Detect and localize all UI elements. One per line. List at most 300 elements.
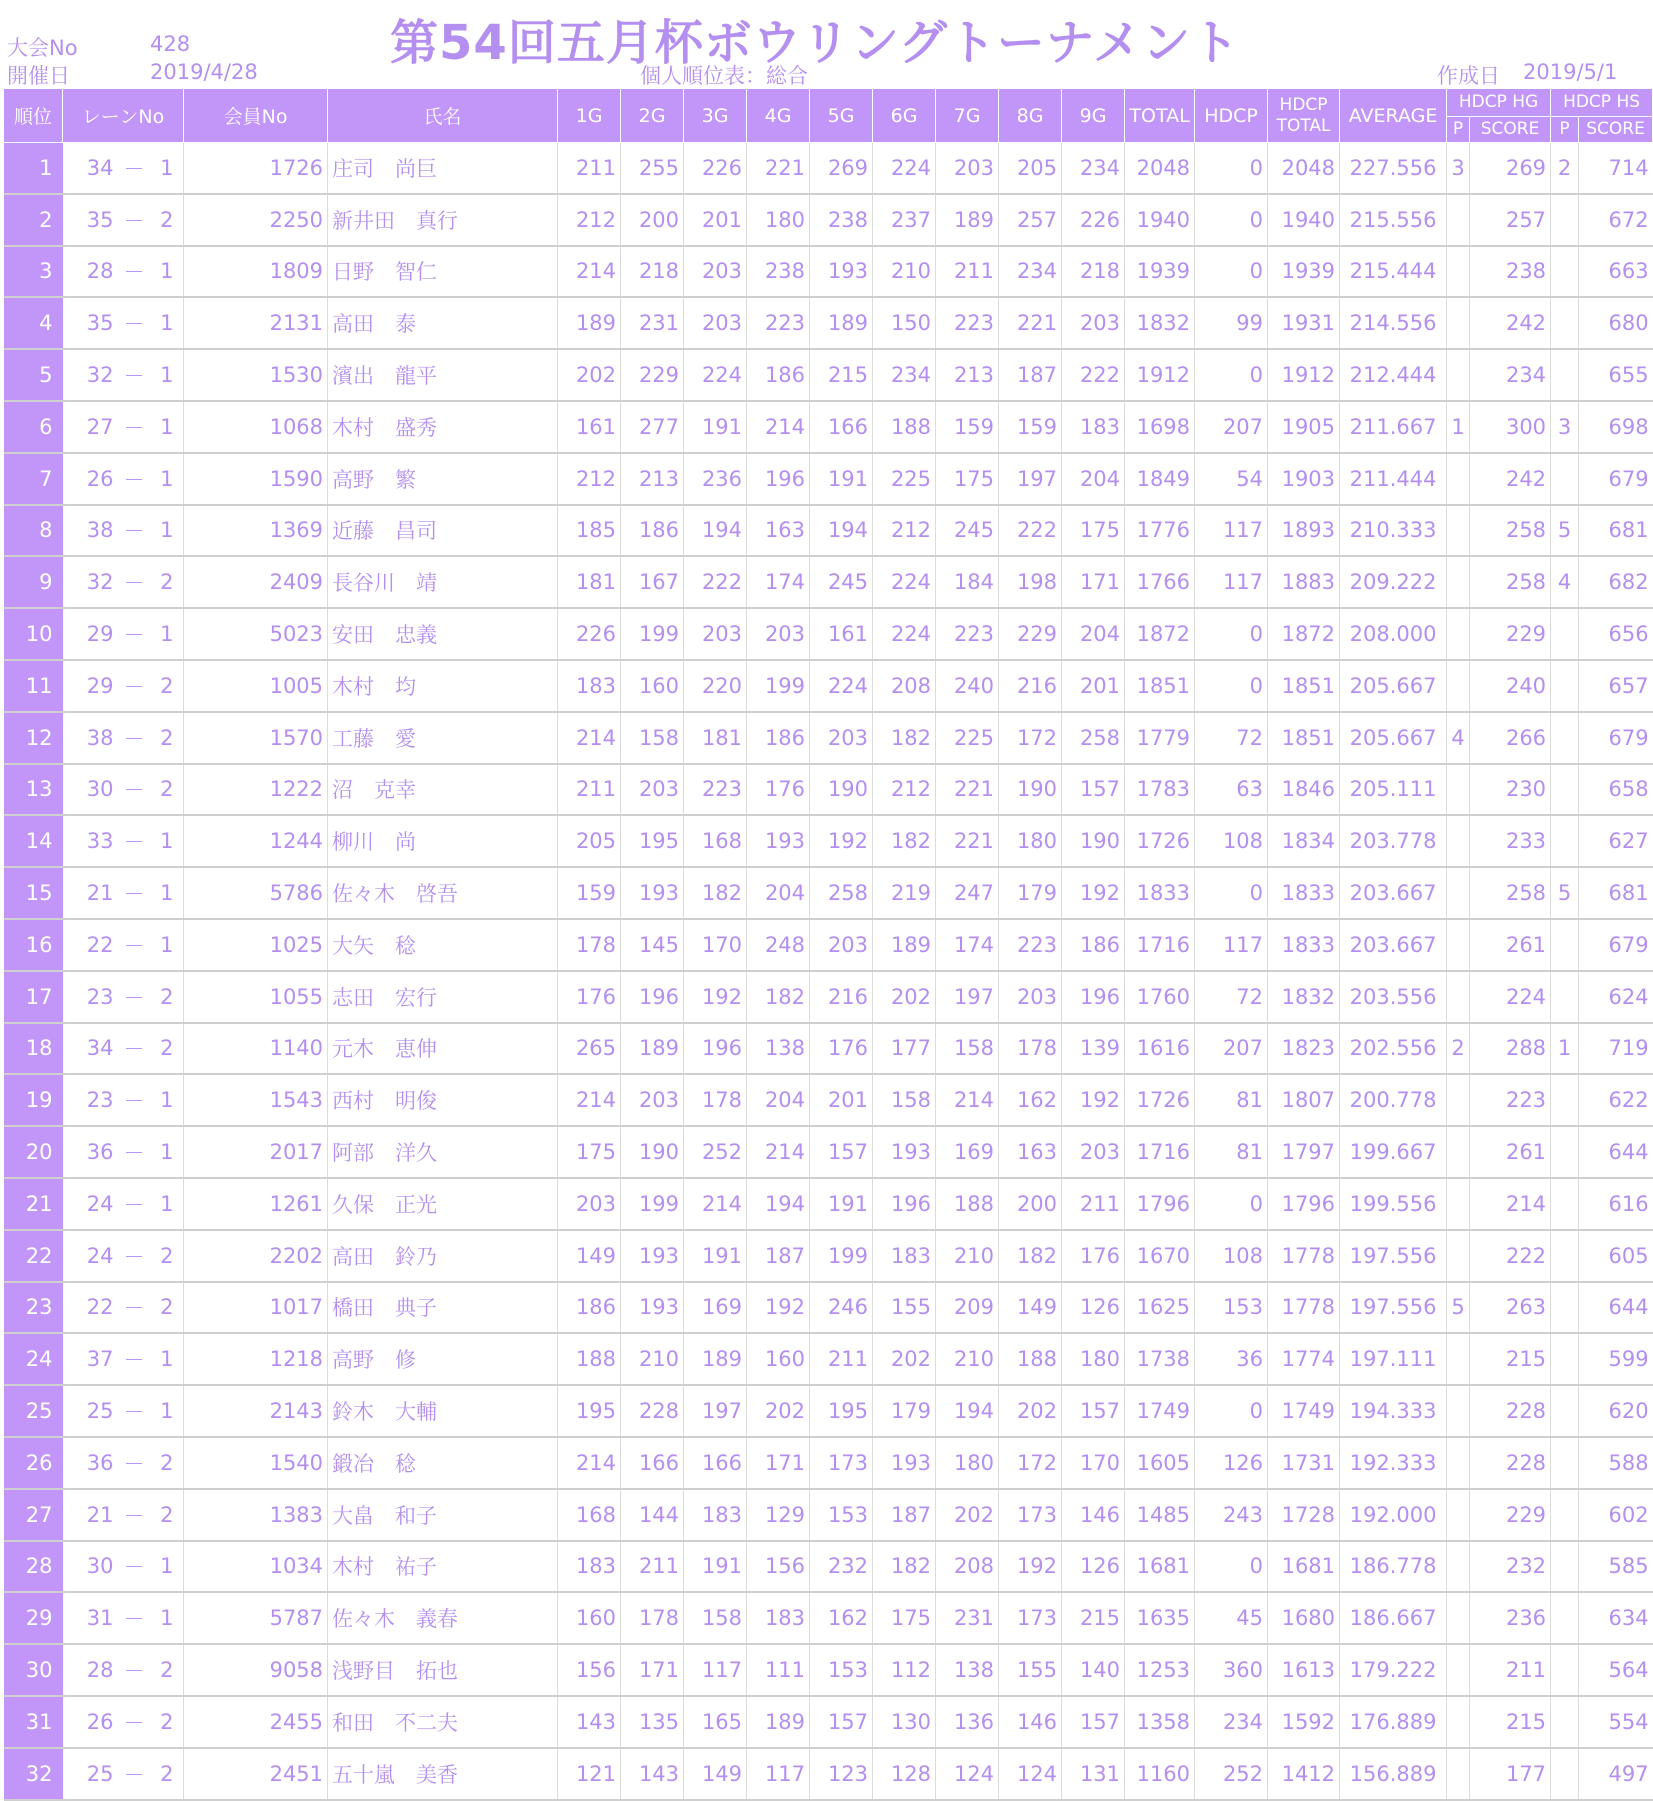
game-8-cell: 221 bbox=[999, 297, 1062, 349]
table-row bbox=[4, 1748, 1653, 1800]
game-5-cell: 123 bbox=[810, 1748, 873, 1800]
member-no-cell: 1244 bbox=[184, 815, 328, 867]
average-cell: 205.111 bbox=[1340, 764, 1447, 816]
hdcp-total-cell: 1872 bbox=[1268, 608, 1340, 660]
lane-separator: － bbox=[118, 1074, 151, 1126]
game-9-cell: 201 bbox=[1062, 660, 1125, 712]
total-cell: 1783 bbox=[1125, 764, 1195, 816]
average-cell: 215.444 bbox=[1340, 246, 1447, 298]
lane-sub-cell: 1 bbox=[151, 1178, 184, 1230]
game-7-cell: 136 bbox=[936, 1696, 999, 1748]
hdcp-cell: 72 bbox=[1195, 971, 1268, 1023]
game-5-cell: 157 bbox=[810, 1126, 873, 1178]
hg-place-cell bbox=[1447, 919, 1470, 971]
lane-separator: － bbox=[118, 1282, 151, 1334]
hs-score-cell: 656 bbox=[1579, 608, 1653, 660]
game-9-cell: 157 bbox=[1062, 764, 1125, 816]
game-9-cell: 190 bbox=[1062, 815, 1125, 867]
total-cell: 1912 bbox=[1125, 349, 1195, 401]
game-3-cell: 214 bbox=[684, 1178, 747, 1230]
game-5-cell: 162 bbox=[810, 1592, 873, 1644]
hg-place-cell bbox=[1447, 349, 1470, 401]
hg-score-cell: 230 bbox=[1470, 764, 1551, 816]
game-9-cell: 139 bbox=[1062, 1023, 1125, 1075]
game-4-cell: 187 bbox=[747, 1230, 810, 1282]
header-game-9: 9G bbox=[1062, 89, 1125, 143]
lane-sub-cell: 1 bbox=[151, 608, 184, 660]
hdcp-cell: 0 bbox=[1195, 608, 1268, 660]
hs-place-cell bbox=[1551, 1748, 1579, 1800]
game-1-cell: 214 bbox=[558, 246, 621, 298]
game-8-cell: 198 bbox=[999, 556, 1062, 608]
member-no-cell: 1809 bbox=[184, 246, 328, 298]
hg-score-cell: 222 bbox=[1470, 1230, 1551, 1282]
game-5-cell: 245 bbox=[810, 556, 873, 608]
hs-place-cell bbox=[1551, 1385, 1579, 1437]
total-cell: 1605 bbox=[1125, 1437, 1195, 1489]
name-cell: 長谷川 靖 bbox=[328, 556, 558, 608]
game-7-cell: 247 bbox=[936, 867, 999, 919]
lane-separator: － bbox=[118, 246, 151, 298]
game-8-cell: 203 bbox=[999, 971, 1062, 1023]
game-5-cell: 157 bbox=[810, 1696, 873, 1748]
name-cell: 木村 盛秀 bbox=[328, 401, 558, 453]
hg-score-cell: 261 bbox=[1470, 919, 1551, 971]
rank-cell: 26 bbox=[4, 1437, 63, 1489]
hdcp-total-cell: 1912 bbox=[1268, 349, 1340, 401]
game-4-cell: 171 bbox=[747, 1437, 810, 1489]
lane-cell: 24 bbox=[63, 1178, 118, 1230]
total-cell: 1776 bbox=[1125, 505, 1195, 557]
table-row bbox=[4, 1126, 1653, 1178]
game-1-cell: 149 bbox=[558, 1230, 621, 1282]
hg-place-cell bbox=[1447, 1592, 1470, 1644]
average-cell: 205.667 bbox=[1340, 712, 1447, 764]
hs-score-cell: 627 bbox=[1579, 815, 1653, 867]
lane-sub-cell: 1 bbox=[151, 401, 184, 453]
lane-cell: 36 bbox=[63, 1437, 118, 1489]
lane-sub-cell: 2 bbox=[151, 764, 184, 816]
game-7-cell: 210 bbox=[936, 1230, 999, 1282]
lane-cell: 32 bbox=[63, 556, 118, 608]
hdcp-cell: 0 bbox=[1195, 246, 1268, 298]
game-7-cell: 169 bbox=[936, 1126, 999, 1178]
lane-separator: － bbox=[118, 867, 151, 919]
game-9-cell: 180 bbox=[1062, 1333, 1125, 1385]
hs-place-cell bbox=[1551, 712, 1579, 764]
total-cell: 1716 bbox=[1125, 919, 1195, 971]
name-cell: 阿部 洋久 bbox=[328, 1126, 558, 1178]
hg-place-cell bbox=[1447, 1489, 1470, 1541]
hs-score-cell: 714 bbox=[1579, 143, 1653, 194]
lane-separator: － bbox=[118, 1023, 151, 1075]
total-cell: 1616 bbox=[1125, 1023, 1195, 1075]
hdcp-cell: 108 bbox=[1195, 1230, 1268, 1282]
game-2-cell: 167 bbox=[621, 556, 684, 608]
game-9-cell: 170 bbox=[1062, 1437, 1125, 1489]
game-9-cell: 146 bbox=[1062, 1489, 1125, 1541]
game-5-cell: 238 bbox=[810, 194, 873, 246]
hdcp-total-cell: 1797 bbox=[1268, 1126, 1340, 1178]
game-6-cell: 210 bbox=[873, 246, 936, 298]
hs-place-cell bbox=[1551, 297, 1579, 349]
header-game-4: 4G bbox=[747, 89, 810, 143]
table-row bbox=[4, 1023, 1653, 1075]
game-6-cell: 182 bbox=[873, 1541, 936, 1593]
name-cell: 沼 克幸 bbox=[328, 764, 558, 816]
hg-place-cell: 2 bbox=[1447, 1023, 1470, 1075]
hs-place-cell bbox=[1551, 1178, 1579, 1230]
hg-place-cell bbox=[1447, 1748, 1470, 1800]
header-hdcp-total bbox=[1268, 89, 1340, 143]
lane-sub-cell: 1 bbox=[151, 919, 184, 971]
total-cell: 1833 bbox=[1125, 867, 1195, 919]
game-7-cell: 221 bbox=[936, 815, 999, 867]
game-3-cell: 189 bbox=[684, 1333, 747, 1385]
name-cell: 佐々木 啓吾 bbox=[328, 867, 558, 919]
table-row bbox=[4, 1541, 1653, 1593]
hs-score-cell: 680 bbox=[1579, 297, 1653, 349]
table-row bbox=[4, 1385, 1653, 1437]
game-2-cell: 229 bbox=[621, 349, 684, 401]
member-no-cell: 2017 bbox=[184, 1126, 328, 1178]
game-4-cell: 117 bbox=[747, 1748, 810, 1800]
hdcp-cell: 0 bbox=[1195, 1385, 1268, 1437]
game-3-cell: 191 bbox=[684, 1230, 747, 1282]
game-9-cell: 204 bbox=[1062, 453, 1125, 505]
game-5-cell: 176 bbox=[810, 1023, 873, 1075]
game-3-cell: 169 bbox=[684, 1282, 747, 1334]
rank-cell: 8 bbox=[4, 505, 63, 557]
lane-sub-cell: 2 bbox=[151, 1696, 184, 1748]
hg-place-cell bbox=[1447, 505, 1470, 557]
hdcp-cell: 126 bbox=[1195, 1437, 1268, 1489]
game-3-cell: 117 bbox=[684, 1644, 747, 1696]
hdcp-total-cell: 1592 bbox=[1268, 1696, 1340, 1748]
hdcp-total-cell: 2048 bbox=[1268, 143, 1340, 194]
member-no-cell: 1034 bbox=[184, 1541, 328, 1593]
game-7-cell: 203 bbox=[936, 143, 999, 194]
hg-score-cell: 228 bbox=[1470, 1437, 1551, 1489]
game-2-cell: 193 bbox=[621, 1230, 684, 1282]
hs-place-cell: 3 bbox=[1551, 401, 1579, 453]
lane-cell: 22 bbox=[63, 1282, 118, 1334]
header-game-5: 5G bbox=[810, 89, 873, 143]
header-rank: 順位 bbox=[4, 89, 63, 143]
hs-score-cell: 602 bbox=[1579, 1489, 1653, 1541]
game-4-cell: 204 bbox=[747, 867, 810, 919]
game-4-cell: 163 bbox=[747, 505, 810, 557]
member-no-cell: 2250 bbox=[184, 194, 328, 246]
member-no-cell: 1025 bbox=[184, 919, 328, 971]
rank-cell: 6 bbox=[4, 401, 63, 453]
hs-score-cell: 682 bbox=[1579, 556, 1653, 608]
rank-cell: 11 bbox=[4, 660, 63, 712]
hg-place-cell: 3 bbox=[1447, 143, 1470, 194]
hg-place-cell bbox=[1447, 608, 1470, 660]
game-8-cell: 159 bbox=[999, 401, 1062, 453]
game-6-cell: 193 bbox=[873, 1126, 936, 1178]
game-3-cell: 223 bbox=[684, 764, 747, 816]
game-2-cell: 143 bbox=[621, 1748, 684, 1800]
game-4-cell: 202 bbox=[747, 1385, 810, 1437]
member-no-cell: 1222 bbox=[184, 764, 328, 816]
table-row bbox=[4, 1178, 1653, 1230]
name-cell: 佐々木 義春 bbox=[328, 1592, 558, 1644]
game-2-cell: 160 bbox=[621, 660, 684, 712]
game-5-cell: 192 bbox=[810, 815, 873, 867]
game-1-cell: 195 bbox=[558, 1385, 621, 1437]
table-row bbox=[4, 660, 1653, 712]
rank-cell: 14 bbox=[4, 815, 63, 867]
game-5-cell: 191 bbox=[810, 453, 873, 505]
hs-score-cell: 672 bbox=[1579, 194, 1653, 246]
lane-sub-cell: 2 bbox=[151, 971, 184, 1023]
member-no-cell: 5786 bbox=[184, 867, 328, 919]
game-2-cell: 178 bbox=[621, 1592, 684, 1644]
rank-cell: 30 bbox=[4, 1644, 63, 1696]
hs-score-cell: 564 bbox=[1579, 1644, 1653, 1696]
game-7-cell: 225 bbox=[936, 712, 999, 764]
average-cell: 227.556 bbox=[1340, 143, 1447, 194]
game-1-cell: 202 bbox=[558, 349, 621, 401]
total-cell: 1670 bbox=[1125, 1230, 1195, 1282]
lane-cell: 35 bbox=[63, 194, 118, 246]
hdcp-cell: 108 bbox=[1195, 815, 1268, 867]
report-title: 個人順位表：総合 bbox=[640, 64, 808, 88]
game-7-cell: 184 bbox=[936, 556, 999, 608]
game-8-cell: 190 bbox=[999, 764, 1062, 816]
lane-separator: － bbox=[118, 297, 151, 349]
hs-place-cell: 5 bbox=[1551, 867, 1579, 919]
name-cell: 橋田 典子 bbox=[328, 1282, 558, 1334]
hg-score-cell: 238 bbox=[1470, 246, 1551, 298]
game-9-cell: 204 bbox=[1062, 608, 1125, 660]
game-8-cell: 229 bbox=[999, 608, 1062, 660]
total-cell: 1796 bbox=[1125, 1178, 1195, 1230]
hg-place-cell bbox=[1447, 1437, 1470, 1489]
lane-sub-cell: 1 bbox=[151, 1074, 184, 1126]
game-3-cell: 194 bbox=[684, 505, 747, 557]
game-1-cell: 226 bbox=[558, 608, 621, 660]
game-8-cell: 222 bbox=[999, 505, 1062, 557]
lane-separator: － bbox=[118, 712, 151, 764]
game-8-cell: 179 bbox=[999, 867, 1062, 919]
average-cell: 211.667 bbox=[1340, 401, 1447, 453]
hs-score-cell: 657 bbox=[1579, 660, 1653, 712]
game-2-cell: 145 bbox=[621, 919, 684, 971]
game-5-cell: 203 bbox=[810, 919, 873, 971]
game-6-cell: 196 bbox=[873, 1178, 936, 1230]
game-9-cell: 211 bbox=[1062, 1178, 1125, 1230]
game-3-cell: 182 bbox=[684, 867, 747, 919]
total-cell: 1160 bbox=[1125, 1748, 1195, 1800]
total-cell: 1851 bbox=[1125, 660, 1195, 712]
hg-place-cell bbox=[1447, 660, 1470, 712]
table-row bbox=[4, 1489, 1653, 1541]
rank-cell: 31 bbox=[4, 1696, 63, 1748]
game-6-cell: 212 bbox=[873, 505, 936, 557]
game-1-cell: 159 bbox=[558, 867, 621, 919]
hdcp-cell: 99 bbox=[1195, 297, 1268, 349]
table-row bbox=[4, 919, 1653, 971]
game-8-cell: 162 bbox=[999, 1074, 1062, 1126]
hs-score-cell: 599 bbox=[1579, 1333, 1653, 1385]
lane-cell: 26 bbox=[63, 1696, 118, 1748]
hdcp-cell: 117 bbox=[1195, 505, 1268, 557]
rank-cell: 7 bbox=[4, 453, 63, 505]
game-5-cell: 199 bbox=[810, 1230, 873, 1282]
game-2-cell: 277 bbox=[621, 401, 684, 453]
table-row bbox=[4, 1230, 1653, 1282]
game-7-cell: 221 bbox=[936, 764, 999, 816]
game-7-cell: 197 bbox=[936, 971, 999, 1023]
lane-separator: － bbox=[118, 919, 151, 971]
member-no-cell: 1570 bbox=[184, 712, 328, 764]
average-cell: 203.778 bbox=[1340, 815, 1447, 867]
game-3-cell: 226 bbox=[684, 143, 747, 194]
average-cell: 215.556 bbox=[1340, 194, 1447, 246]
hdcp-total-cell: 1807 bbox=[1268, 1074, 1340, 1126]
lane-sub-cell: 1 bbox=[151, 1333, 184, 1385]
header-name: 氏名 bbox=[328, 89, 558, 143]
lane-cell: 34 bbox=[63, 143, 118, 194]
game-3-cell: 166 bbox=[684, 1437, 747, 1489]
tournament-no-value: 428 bbox=[150, 32, 191, 56]
hg-score-cell: 215 bbox=[1470, 1333, 1551, 1385]
game-7-cell: 180 bbox=[936, 1437, 999, 1489]
game-9-cell: 126 bbox=[1062, 1282, 1125, 1334]
game-9-cell: 157 bbox=[1062, 1696, 1125, 1748]
game-3-cell: 165 bbox=[684, 1696, 747, 1748]
hdcp-total-cell: 1903 bbox=[1268, 453, 1340, 505]
game-3-cell: 191 bbox=[684, 401, 747, 453]
member-no-cell: 2202 bbox=[184, 1230, 328, 1282]
rank-cell: 3 bbox=[4, 246, 63, 298]
game-2-cell: 193 bbox=[621, 1282, 684, 1334]
table-row bbox=[4, 1282, 1653, 1334]
hs-place-cell bbox=[1551, 349, 1579, 401]
hs-score-cell: 663 bbox=[1579, 246, 1653, 298]
member-no-cell: 1140 bbox=[184, 1023, 328, 1075]
member-no-cell: 1530 bbox=[184, 349, 328, 401]
game-5-cell: 203 bbox=[810, 712, 873, 764]
game-5-cell: 161 bbox=[810, 608, 873, 660]
name-cell: 西村 明俊 bbox=[328, 1074, 558, 1126]
name-cell: 高田 鈴乃 bbox=[328, 1230, 558, 1282]
hg-place-cell bbox=[1447, 815, 1470, 867]
lane-sub-cell: 2 bbox=[151, 1644, 184, 1696]
hs-score-cell: 698 bbox=[1579, 401, 1653, 453]
game-4-cell: 199 bbox=[747, 660, 810, 712]
game-5-cell: 201 bbox=[810, 1074, 873, 1126]
hs-place-cell: 2 bbox=[1551, 143, 1579, 194]
average-cell: 209.222 bbox=[1340, 556, 1447, 608]
game-4-cell: 204 bbox=[747, 1074, 810, 1126]
lane-sub-cell: 1 bbox=[151, 1126, 184, 1178]
game-2-cell: 158 bbox=[621, 712, 684, 764]
hs-place-cell bbox=[1551, 971, 1579, 1023]
date-value: 2019/4/28 bbox=[150, 60, 258, 84]
hs-score-cell: 655 bbox=[1579, 349, 1653, 401]
lane-separator: － bbox=[118, 1644, 151, 1696]
hg-score-cell: 236 bbox=[1470, 1592, 1551, 1644]
tournament-no-label: 大会No bbox=[7, 36, 78, 60]
hg-score-cell: 258 bbox=[1470, 505, 1551, 557]
game-4-cell: 189 bbox=[747, 1696, 810, 1748]
hs-score-cell: 616 bbox=[1579, 1178, 1653, 1230]
game-1-cell: 168 bbox=[558, 1489, 621, 1541]
game-2-cell: 203 bbox=[621, 764, 684, 816]
rank-cell: 9 bbox=[4, 556, 63, 608]
rank-cell: 16 bbox=[4, 919, 63, 971]
rank-cell: 19 bbox=[4, 1074, 63, 1126]
game-7-cell: 214 bbox=[936, 1074, 999, 1126]
rank-cell: 28 bbox=[4, 1541, 63, 1593]
hdcp-cell: 72 bbox=[1195, 712, 1268, 764]
hs-score-cell: 679 bbox=[1579, 453, 1653, 505]
lane-separator: － bbox=[118, 194, 151, 246]
game-3-cell: 222 bbox=[684, 556, 747, 608]
member-no-cell: 1540 bbox=[184, 1437, 328, 1489]
game-9-cell: 203 bbox=[1062, 1126, 1125, 1178]
game-9-cell: 131 bbox=[1062, 1748, 1125, 1800]
game-4-cell: 214 bbox=[747, 1126, 810, 1178]
game-1-cell: 178 bbox=[558, 919, 621, 971]
lane-separator: － bbox=[118, 1385, 151, 1437]
game-9-cell: 218 bbox=[1062, 246, 1125, 298]
table-row bbox=[4, 1644, 1653, 1696]
game-9-cell: 186 bbox=[1062, 919, 1125, 971]
game-1-cell: 212 bbox=[558, 194, 621, 246]
game-9-cell: 215 bbox=[1062, 1592, 1125, 1644]
header-total: TOTAL bbox=[1125, 89, 1195, 143]
hdcp-cell: 0 bbox=[1195, 1541, 1268, 1593]
member-no-cell: 1369 bbox=[184, 505, 328, 557]
average-cell: 197.556 bbox=[1340, 1230, 1447, 1282]
table-row bbox=[4, 1074, 1653, 1126]
hdcp-cell: 0 bbox=[1195, 660, 1268, 712]
hg-score-cell: 300 bbox=[1470, 401, 1551, 453]
header-game-6: 6G bbox=[873, 89, 936, 143]
table-row bbox=[4, 1592, 1653, 1644]
hg-score-cell: 211 bbox=[1470, 1644, 1551, 1696]
game-9-cell: 176 bbox=[1062, 1230, 1125, 1282]
header-hdcp-total-line1: HDCP bbox=[1279, 94, 1328, 115]
average-cell: 156.889 bbox=[1340, 1748, 1447, 1800]
hdcp-cell: 81 bbox=[1195, 1126, 1268, 1178]
hs-place-cell bbox=[1551, 764, 1579, 816]
total-cell: 1766 bbox=[1125, 556, 1195, 608]
header-average: AVERAGE bbox=[1340, 89, 1447, 143]
game-8-cell: 172 bbox=[999, 712, 1062, 764]
game-6-cell: 179 bbox=[873, 1385, 936, 1437]
total-cell: 1940 bbox=[1125, 194, 1195, 246]
game-6-cell: 224 bbox=[873, 608, 936, 660]
total-cell: 1749 bbox=[1125, 1385, 1195, 1437]
game-3-cell: 192 bbox=[684, 971, 747, 1023]
lane-cell: 30 bbox=[63, 1541, 118, 1593]
hdcp-total-cell: 1939 bbox=[1268, 246, 1340, 298]
game-7-cell: 240 bbox=[936, 660, 999, 712]
hs-score-cell: 497 bbox=[1579, 1748, 1653, 1800]
hs-score-cell: 679 bbox=[1579, 919, 1653, 971]
game-5-cell: 153 bbox=[810, 1644, 873, 1696]
hg-score-cell: 288 bbox=[1470, 1023, 1551, 1075]
game-6-cell: 208 bbox=[873, 660, 936, 712]
table-row bbox=[4, 246, 1653, 298]
hs-score-cell: 588 bbox=[1579, 1437, 1653, 1489]
